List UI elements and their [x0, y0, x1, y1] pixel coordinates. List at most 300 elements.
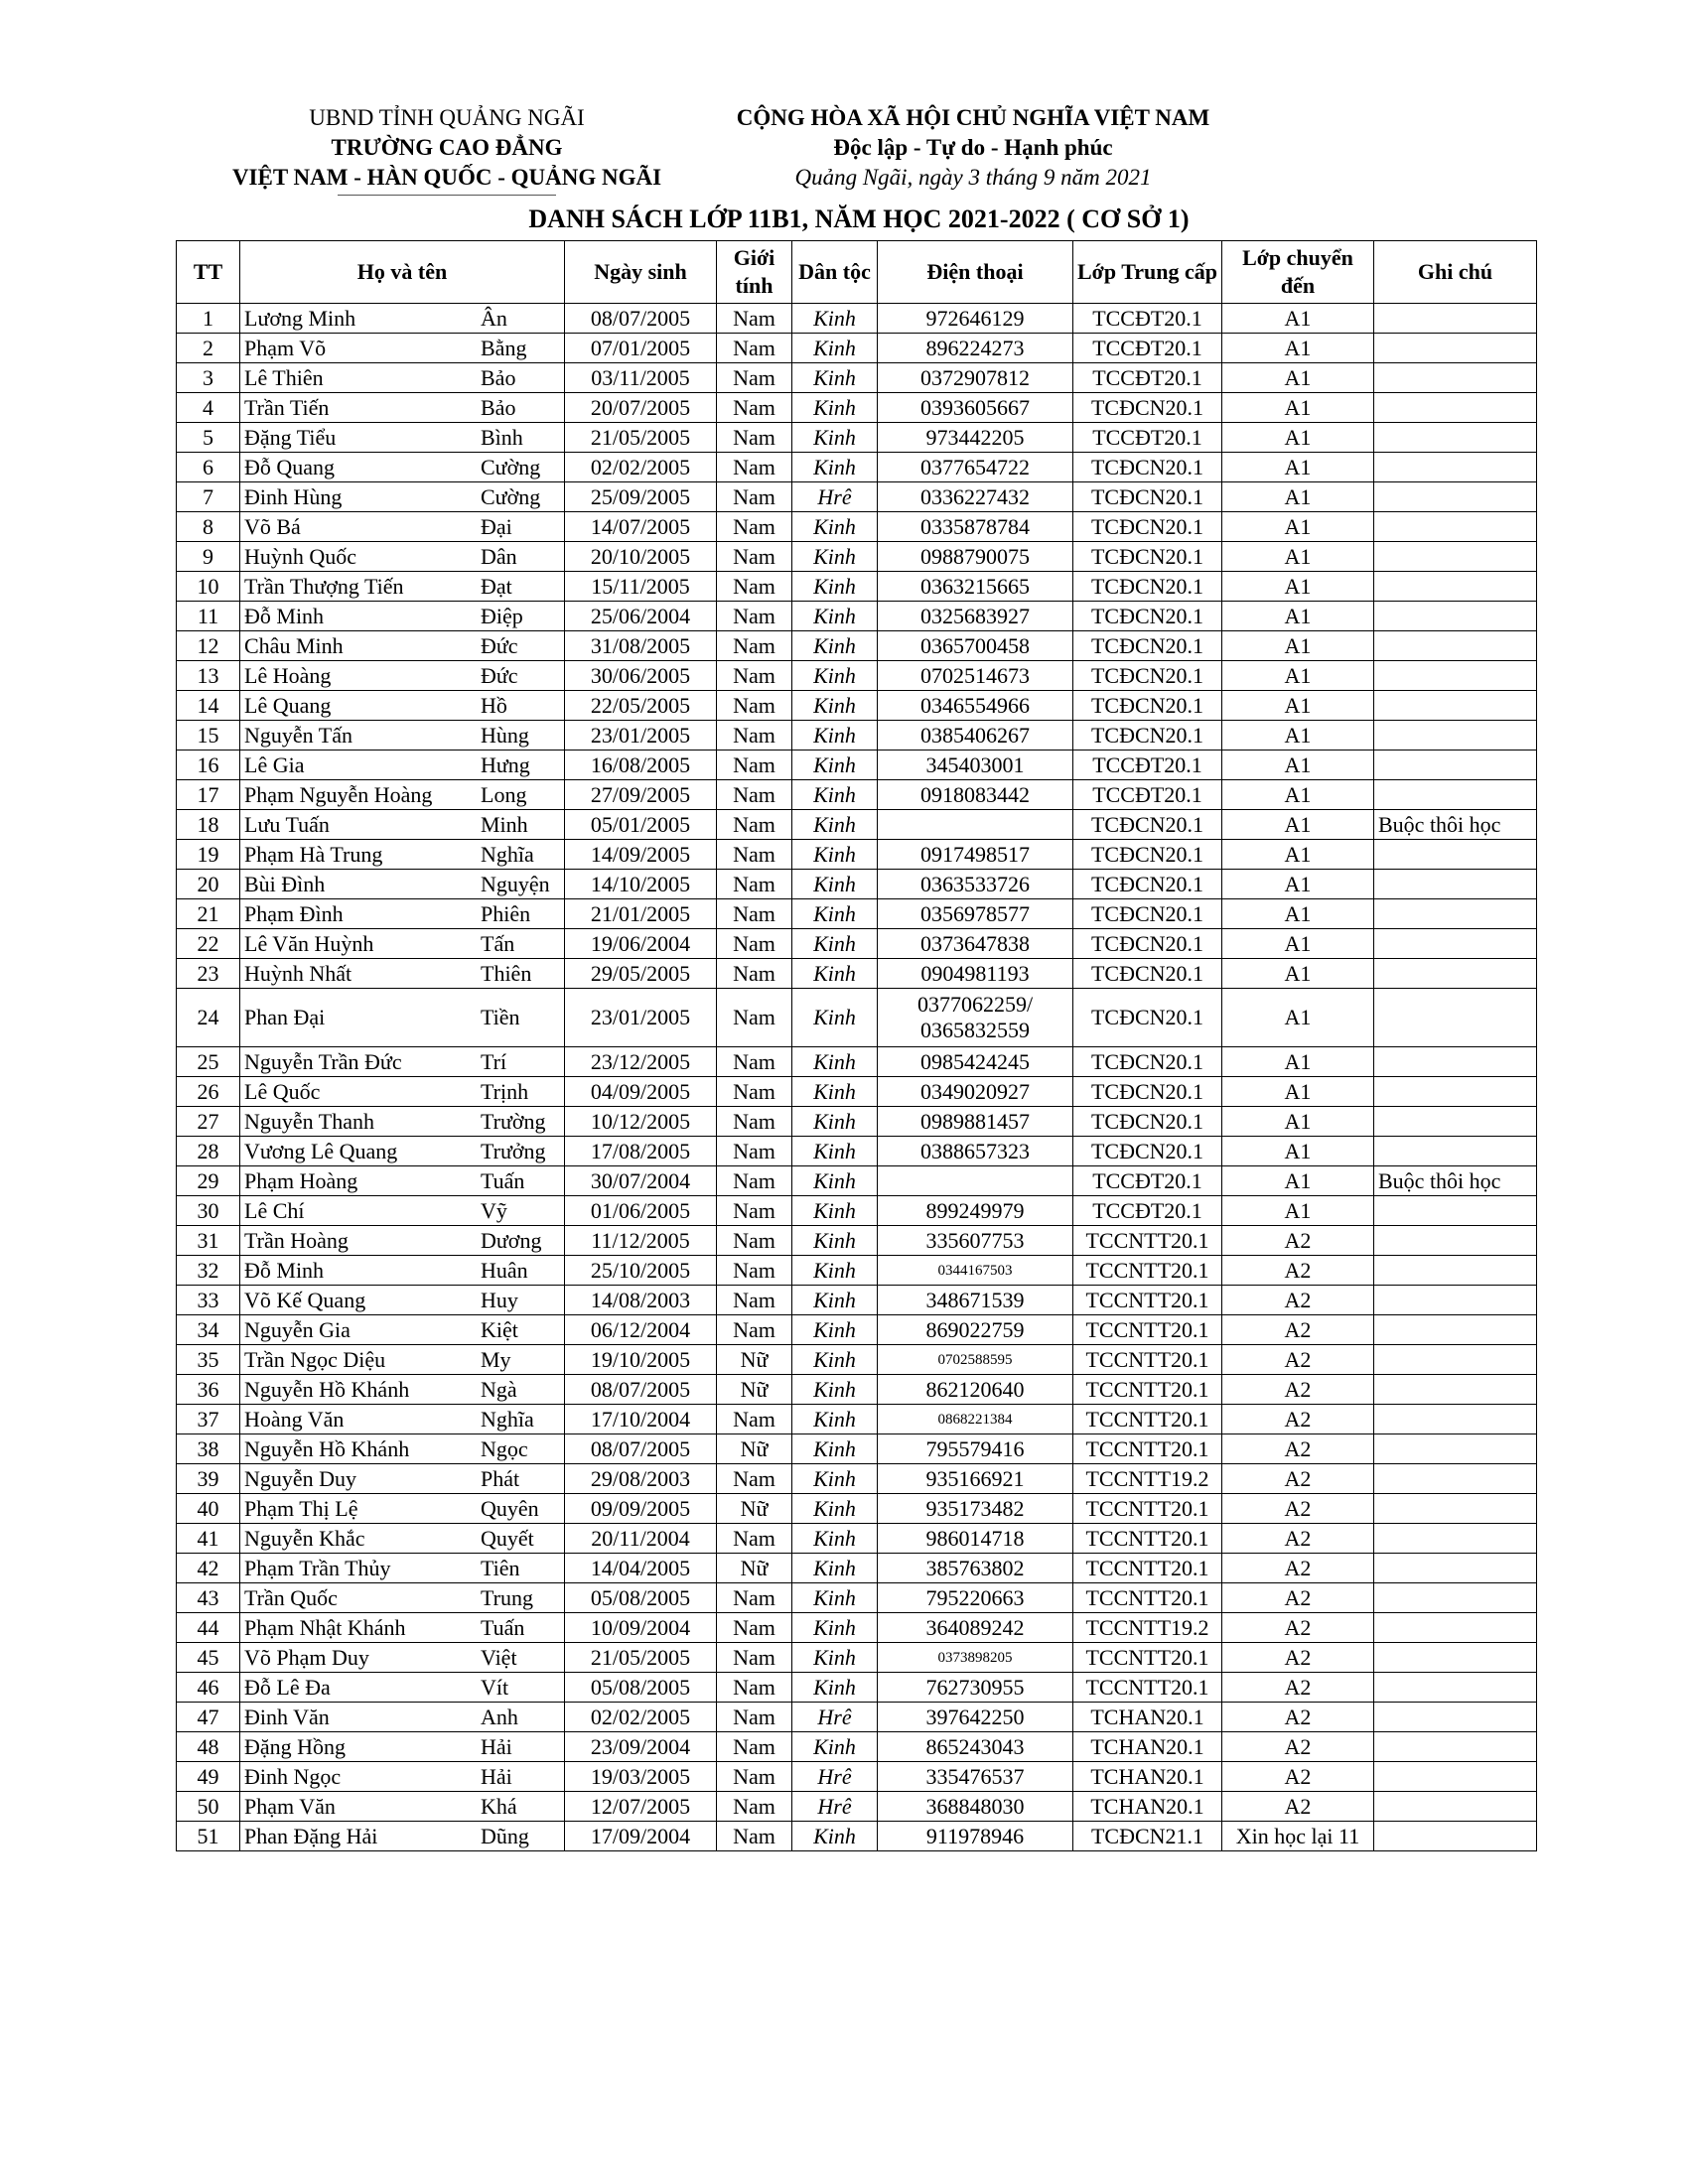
cell-dob: 14/04/2005 — [565, 1554, 717, 1583]
cell-surname: Nguyễn Thanh — [244, 1108, 374, 1134]
cell-index: 37 — [177, 1405, 240, 1434]
cell-given-name: Tiền — [481, 1005, 520, 1029]
table-row — [177, 482, 1537, 512]
cell-surname: Phạm Văn — [244, 1793, 336, 1819]
cell-note — [1374, 423, 1537, 453]
document-date: Quảng Ngãi, ngày 3 tháng 9 năm 2021 — [794, 165, 1152, 190]
col-ethnicity-header: Dân tộc — [792, 241, 878, 304]
cell-index: 35 — [177, 1345, 240, 1375]
cell-class: TCĐCN20.1 — [1073, 661, 1222, 691]
cell-given-name: Long — [481, 781, 527, 807]
cell-fullname — [240, 780, 565, 810]
cell-dob: 09/09/2005 — [565, 1494, 717, 1524]
cell-phone: 335476537 — [878, 1762, 1073, 1792]
cell-ethnicity: Kinh — [792, 1107, 878, 1137]
cell-surname: Phạm Thị Lệ — [244, 1495, 358, 1521]
cell-fullname — [240, 840, 565, 870]
cell-class: TCĐCN20.1 — [1073, 1077, 1222, 1107]
cell-transfer-class: A2 — [1222, 1792, 1374, 1822]
cell-class: TCĐCN20.1 — [1073, 810, 1222, 840]
cell-dob: 14/08/2003 — [565, 1286, 717, 1315]
cell-surname: Nguyễn Khắc — [244, 1525, 365, 1551]
cell-ethnicity: Kinh — [792, 453, 878, 482]
cell-fullname — [240, 393, 565, 423]
cell-fullname — [240, 1792, 565, 1822]
cell-ethnicity: Kinh — [792, 929, 878, 959]
cell-index: 51 — [177, 1822, 240, 1851]
cell-gender: Nam — [717, 899, 792, 929]
cell-note — [1374, 542, 1537, 572]
cell-fullname — [240, 1137, 565, 1166]
cell-index: 50 — [177, 1792, 240, 1822]
cell-given-name: Ngọc — [481, 1435, 528, 1461]
cell-given-name: Hưng — [481, 751, 530, 777]
cell-index: 27 — [177, 1107, 240, 1137]
cell-transfer-class: A1 — [1222, 393, 1374, 423]
cell-fullname — [240, 1345, 565, 1375]
cell-note — [1374, 482, 1537, 512]
cell-note — [1374, 1524, 1537, 1554]
cell-ethnicity: Kinh — [792, 780, 878, 810]
cell-class: TCĐCN20.1 — [1073, 572, 1222, 602]
cell-note — [1374, 1286, 1537, 1315]
cell-surname: Lê Thiên — [244, 364, 324, 390]
cell-ethnicity: Hrê — [792, 1762, 878, 1792]
cell-dob: 25/06/2004 — [565, 602, 717, 631]
cell-surname: Nguyễn Duy — [244, 1465, 357, 1491]
cell-ethnicity: Kinh — [792, 989, 878, 1047]
cell-phone: 0917498517 — [878, 840, 1073, 870]
cell-given-name: Hùng — [481, 722, 529, 748]
cell-surname: Phan Đặng Hải — [244, 1823, 378, 1848]
cell-dob: 04/09/2005 — [565, 1077, 717, 1107]
cell-phone: 0388657323 — [878, 1137, 1073, 1166]
cell-transfer-class: A1 — [1222, 780, 1374, 810]
cell-class: TCCNTT20.1 — [1073, 1494, 1222, 1524]
cell-transfer-class: A1 — [1222, 512, 1374, 542]
cell-gender: Nữ — [717, 1434, 792, 1464]
cell-index: 24 — [177, 989, 240, 1047]
cell-transfer-class: A1 — [1222, 751, 1374, 780]
cell-index: 2 — [177, 334, 240, 363]
cell-transfer-class: A2 — [1222, 1345, 1374, 1375]
cell-gender: Nam — [717, 512, 792, 542]
table-row — [177, 1137, 1537, 1166]
cell-class: TCĐCN20.1 — [1073, 1107, 1222, 1137]
table-row — [177, 1583, 1537, 1613]
cell-class: TCCĐT20.1 — [1073, 1196, 1222, 1226]
cell-surname: Lê Hoàng — [244, 662, 332, 688]
table-row — [177, 602, 1537, 631]
cell-ethnicity: Kinh — [792, 572, 878, 602]
cell-fullname — [240, 959, 565, 989]
cell-index: 41 — [177, 1524, 240, 1554]
cell-given-name: Ân — [481, 305, 507, 331]
cell-transfer-class: A2 — [1222, 1315, 1374, 1345]
cell-gender: Nữ — [717, 1494, 792, 1524]
cell-dob: 19/03/2005 — [565, 1762, 717, 1792]
cell-transfer-class: A2 — [1222, 1554, 1374, 1583]
cell-surname: Đinh Văn — [244, 1704, 330, 1729]
issuer-line2: TRƯỜNG CAO ĐẲNG — [331, 135, 563, 160]
cell-phone: 869022759 — [878, 1315, 1073, 1345]
cell-surname: Lương Minh — [244, 305, 356, 331]
cell-fullname — [240, 453, 565, 482]
issuer-underline — [338, 195, 556, 196]
cell-dob: 07/01/2005 — [565, 334, 717, 363]
cell-class: TCCĐT20.1 — [1073, 304, 1222, 334]
cell-ethnicity: Kinh — [792, 1375, 878, 1405]
cell-index: 46 — [177, 1673, 240, 1703]
cell-ethnicity: Kinh — [792, 602, 878, 631]
table-row — [177, 1107, 1537, 1137]
cell-dob: 10/09/2004 — [565, 1613, 717, 1643]
cell-class: TCĐCN20.1 — [1073, 959, 1222, 989]
cell-class: TCCĐT20.1 — [1073, 780, 1222, 810]
cell-surname: Hoàng Văn — [244, 1406, 345, 1432]
cell-class: TCCNTT20.1 — [1073, 1583, 1222, 1613]
cell-note — [1374, 1047, 1537, 1077]
cell-gender: Nam — [717, 393, 792, 423]
cell-dob: 06/12/2004 — [565, 1315, 717, 1345]
cell-transfer-class: A1 — [1222, 602, 1374, 631]
cell-note — [1374, 1822, 1537, 1851]
cell-transfer-class: A1 — [1222, 1047, 1374, 1077]
cell-dob: 10/12/2005 — [565, 1107, 717, 1137]
cell-phone: 0702588595 — [878, 1345, 1073, 1375]
table-row — [177, 1554, 1537, 1583]
table-row — [177, 542, 1537, 572]
cell-fullname — [240, 542, 565, 572]
cell-class: TCCĐT20.1 — [1073, 423, 1222, 453]
cell-index: 8 — [177, 512, 240, 542]
cell-dob: 05/08/2005 — [565, 1673, 717, 1703]
cell-phone: 0377654722 — [878, 453, 1073, 482]
student-list-table — [176, 240, 1537, 1851]
cell-note — [1374, 1196, 1537, 1226]
cell-phone: 0377062259/ 0365832559 — [878, 989, 1073, 1047]
cell-ethnicity: Kinh — [792, 1196, 878, 1226]
cell-ethnicity: Kinh — [792, 1643, 878, 1673]
cell-dob: 03/11/2005 — [565, 363, 717, 393]
table-row — [177, 780, 1537, 810]
cell-phone: 348671539 — [878, 1286, 1073, 1315]
cell-class: TCĐCN20.1 — [1073, 929, 1222, 959]
cell-index: 39 — [177, 1464, 240, 1494]
cell-fullname — [240, 1047, 565, 1077]
cell-given-name: Quyên — [481, 1495, 539, 1521]
cell-gender: Nam — [717, 482, 792, 512]
cell-dob: 25/10/2005 — [565, 1256, 717, 1286]
cell-given-name: Tuấn — [481, 1614, 525, 1640]
cell-given-name: Phát — [481, 1465, 520, 1491]
cell-ethnicity: Kinh — [792, 1286, 878, 1315]
cell-transfer-class: A1 — [1222, 810, 1374, 840]
table-row — [177, 1732, 1537, 1762]
cell-gender: Nam — [717, 1315, 792, 1345]
cell-surname: Lưu Tuấn — [244, 811, 330, 837]
cell-fullname — [240, 1166, 565, 1196]
cell-given-name: Dũng — [481, 1823, 529, 1848]
cell-class: TCĐCN20.1 — [1073, 1137, 1222, 1166]
cell-index: 1 — [177, 304, 240, 334]
cell-note — [1374, 1256, 1537, 1286]
cell-note — [1374, 631, 1537, 661]
cell-phone: 0985424245 — [878, 1047, 1073, 1077]
cell-transfer-class: A1 — [1222, 423, 1374, 453]
cell-given-name: Minh — [481, 811, 528, 837]
cell-class: TCCĐT20.1 — [1073, 334, 1222, 363]
cell-fullname — [240, 691, 565, 721]
cell-transfer-class: A2 — [1222, 1434, 1374, 1464]
cell-index: 44 — [177, 1613, 240, 1643]
cell-phone: 935173482 — [878, 1494, 1073, 1524]
cell-transfer-class: A1 — [1222, 661, 1374, 691]
table-body — [177, 304, 1537, 1851]
cell-ethnicity: Kinh — [792, 304, 878, 334]
cell-note — [1374, 512, 1537, 542]
cell-index: 34 — [177, 1315, 240, 1345]
cell-phone: 972646129 — [878, 304, 1073, 334]
cell-phone: 0346554966 — [878, 691, 1073, 721]
table-row — [177, 1494, 1537, 1524]
cell-index: 12 — [177, 631, 240, 661]
cell-dob: 31/08/2005 — [565, 631, 717, 661]
cell-surname: Nguyễn Hồ Khánh — [244, 1376, 410, 1402]
cell-note — [1374, 572, 1537, 602]
cell-surname: Võ Kế Quang — [244, 1287, 366, 1312]
cell-class: TCHAN20.1 — [1073, 1762, 1222, 1792]
cell-note — [1374, 959, 1537, 989]
cell-surname: Châu Minh — [244, 632, 344, 658]
cell-surname: Huỳnh Nhất — [244, 960, 352, 986]
cell-transfer-class: A1 — [1222, 929, 1374, 959]
cell-phone: 0868221384 — [878, 1405, 1073, 1434]
cell-given-name: Bảo — [481, 394, 516, 420]
cell-gender: Nam — [717, 1256, 792, 1286]
cell-gender: Nam — [717, 1107, 792, 1137]
cell-gender: Nam — [717, 691, 792, 721]
table-row — [177, 1405, 1537, 1434]
cell-transfer-class: A2 — [1222, 1464, 1374, 1494]
cell-transfer-class: A2 — [1222, 1256, 1374, 1286]
cell-phone: 862120640 — [878, 1375, 1073, 1405]
table-row — [177, 1345, 1537, 1375]
cell-dob: 01/06/2005 — [565, 1196, 717, 1226]
cell-fullname — [240, 1583, 565, 1613]
cell-class: TCHAN20.1 — [1073, 1792, 1222, 1822]
table-row — [177, 1613, 1537, 1643]
cell-transfer-class: A2 — [1222, 1613, 1374, 1643]
cell-note — [1374, 304, 1537, 334]
cell-dob: 17/09/2004 — [565, 1822, 717, 1851]
cell-ethnicity: Kinh — [792, 721, 878, 751]
cell-given-name: Dân — [481, 543, 517, 569]
cell-phone: 0918083442 — [878, 780, 1073, 810]
cell-surname: Phạm Trần Thủy — [244, 1555, 391, 1580]
cell-index: 23 — [177, 959, 240, 989]
cell-gender: Nam — [717, 304, 792, 334]
cell-surname: Đinh Ngọc — [244, 1763, 342, 1789]
table-row — [177, 929, 1537, 959]
cell-note — [1374, 989, 1537, 1047]
cell-given-name: Khá — [481, 1793, 517, 1819]
cell-note — [1374, 1315, 1537, 1345]
cell-transfer-class: A1 — [1222, 721, 1374, 751]
cell-ethnicity: Kinh — [792, 1226, 878, 1256]
cell-given-name: Cường — [481, 483, 541, 509]
cell-phone — [878, 1166, 1073, 1196]
cell-dob: 19/06/2004 — [565, 929, 717, 959]
col-transfer-header: Lớp chuyển đến — [1222, 241, 1374, 304]
cell-class: TCĐCN20.1 — [1073, 602, 1222, 631]
cell-transfer-class: A1 — [1222, 899, 1374, 929]
issuer-line1: UBND TỈNH QUẢNG NGÃI — [309, 105, 585, 130]
document-title: DANH SÁCH LỚP 11B1, NĂM HỌC 2021-2022 ( CƠ SỞ 1) — [528, 205, 1190, 233]
table-row — [177, 721, 1537, 751]
cell-given-name: Bằng — [481, 335, 527, 360]
cell-phone: 0702514673 — [878, 661, 1073, 691]
cell-phone: 0373898205 — [878, 1643, 1073, 1673]
cell-phone: 335607753 — [878, 1226, 1073, 1256]
cell-note — [1374, 1434, 1537, 1464]
table-row — [177, 363, 1537, 393]
cell-given-name: Ngà — [481, 1376, 517, 1402]
cell-transfer-class: A1 — [1222, 959, 1374, 989]
cell-given-name: Trường — [481, 1108, 546, 1134]
cell-phone: 364089242 — [878, 1613, 1073, 1643]
cell-phone: 0385406267 — [878, 721, 1073, 751]
cell-given-name: Tuấn — [481, 1167, 525, 1193]
cell-phone: 0363215665 — [878, 572, 1073, 602]
table-row — [177, 423, 1537, 453]
cell-phone: 0373647838 — [878, 929, 1073, 959]
cell-phone: 345403001 — [878, 751, 1073, 780]
cell-phone: 0988790075 — [878, 542, 1073, 572]
cell-dob: 02/02/2005 — [565, 1703, 717, 1732]
cell-surname: Nguyễn Gia — [244, 1316, 351, 1342]
cell-note — [1374, 840, 1537, 870]
cell-index: 45 — [177, 1643, 240, 1673]
cell-given-name: Nguyện — [481, 871, 550, 896]
cell-dob: 15/11/2005 — [565, 572, 717, 602]
cell-note — [1374, 1375, 1537, 1405]
table-row — [177, 393, 1537, 423]
cell-ethnicity: Kinh — [792, 1464, 878, 1494]
table-row — [177, 512, 1537, 542]
cell-phone: 762730955 — [878, 1673, 1073, 1703]
cell-ethnicity: Hrê — [792, 1792, 878, 1822]
cell-gender: Nam — [717, 1226, 792, 1256]
cell-given-name: Đạt — [481, 573, 512, 599]
cell-dob: 23/12/2005 — [565, 1047, 717, 1077]
cell-ethnicity: Kinh — [792, 334, 878, 363]
cell-ethnicity: Kinh — [792, 1345, 878, 1375]
cell-dob: 21/01/2005 — [565, 899, 717, 929]
table-row — [177, 1166, 1537, 1196]
cell-surname: Phạm Nguyễn Hoàng — [244, 781, 433, 807]
cell-ethnicity: Kinh — [792, 1554, 878, 1583]
col-phone-header: Điện thoại — [878, 241, 1073, 304]
cell-ethnicity: Kinh — [792, 1405, 878, 1434]
cell-fullname — [240, 1226, 565, 1256]
cell-class: TCCNTT20.1 — [1073, 1405, 1222, 1434]
cell-gender: Nam — [717, 751, 792, 780]
cell-index: 28 — [177, 1137, 240, 1166]
cell-phone: 986014718 — [878, 1524, 1073, 1554]
cell-ethnicity: Kinh — [792, 1613, 878, 1643]
cell-given-name: Hải — [481, 1763, 512, 1789]
cell-dob: 20/11/2004 — [565, 1524, 717, 1554]
cell-fullname — [240, 1077, 565, 1107]
cell-phone: 0372907812 — [878, 363, 1073, 393]
cell-surname: Đặng Hồng — [244, 1733, 347, 1759]
cell-fullname — [240, 1464, 565, 1494]
cell-fullname — [240, 751, 565, 780]
cell-index: 7 — [177, 482, 240, 512]
cell-index: 22 — [177, 929, 240, 959]
table-row — [177, 1226, 1537, 1256]
table-row — [177, 1792, 1537, 1822]
cell-note — [1374, 1554, 1537, 1583]
cell-fullname — [240, 1613, 565, 1643]
cell-ethnicity: Kinh — [792, 1137, 878, 1166]
cell-class: TCĐCN20.1 — [1073, 512, 1222, 542]
table-row — [177, 1256, 1537, 1286]
cell-class: TCCNTT20.1 — [1073, 1226, 1222, 1256]
cell-given-name: Tấn — [481, 930, 515, 956]
cell-class: TCCNTT20.1 — [1073, 1554, 1222, 1583]
cell-note — [1374, 1643, 1537, 1673]
cell-transfer-class: A1 — [1222, 482, 1374, 512]
cell-phone: 0393605667 — [878, 393, 1073, 423]
table-row — [177, 1434, 1537, 1464]
cell-fullname — [240, 1286, 565, 1315]
table-row — [177, 572, 1537, 602]
cell-dob: 19/10/2005 — [565, 1345, 717, 1375]
cell-ethnicity: Kinh — [792, 1673, 878, 1703]
cell-given-name: Trịnh — [481, 1078, 529, 1104]
cell-gender: Nam — [717, 1673, 792, 1703]
col-dob-header: Ngày sinh — [565, 241, 717, 304]
cell-phone — [878, 810, 1073, 840]
cell-class: TCĐCN20.1 — [1073, 691, 1222, 721]
cell-surname: Phan Đại — [244, 1005, 326, 1029]
cell-given-name: Trung — [481, 1584, 533, 1610]
cell-fullname — [240, 602, 565, 631]
cell-dob: 08/07/2005 — [565, 304, 717, 334]
cell-note — [1374, 929, 1537, 959]
cell-class: TCCNTT19.2 — [1073, 1613, 1222, 1643]
cell-ethnicity: Kinh — [792, 691, 878, 721]
cell-phone: 795579416 — [878, 1434, 1073, 1464]
cell-index: 26 — [177, 1077, 240, 1107]
cell-surname: Bùi Đình — [244, 871, 326, 896]
cell-surname: Lê Chí — [244, 1197, 305, 1223]
cell-class: TCĐCN20.1 — [1073, 989, 1222, 1047]
cell-gender: Nam — [717, 721, 792, 751]
cell-transfer-class: A1 — [1222, 1107, 1374, 1137]
cell-dob: 14/10/2005 — [565, 870, 717, 899]
cell-dob: 20/10/2005 — [565, 542, 717, 572]
cell-fullname — [240, 423, 565, 453]
cell-fullname — [240, 929, 565, 959]
cell-gender: Nam — [717, 1613, 792, 1643]
cell-dob: 27/09/2005 — [565, 780, 717, 810]
cell-fullname — [240, 1494, 565, 1524]
cell-surname: Võ Bá — [244, 513, 301, 539]
cell-class: TCCNTT20.1 — [1073, 1345, 1222, 1375]
